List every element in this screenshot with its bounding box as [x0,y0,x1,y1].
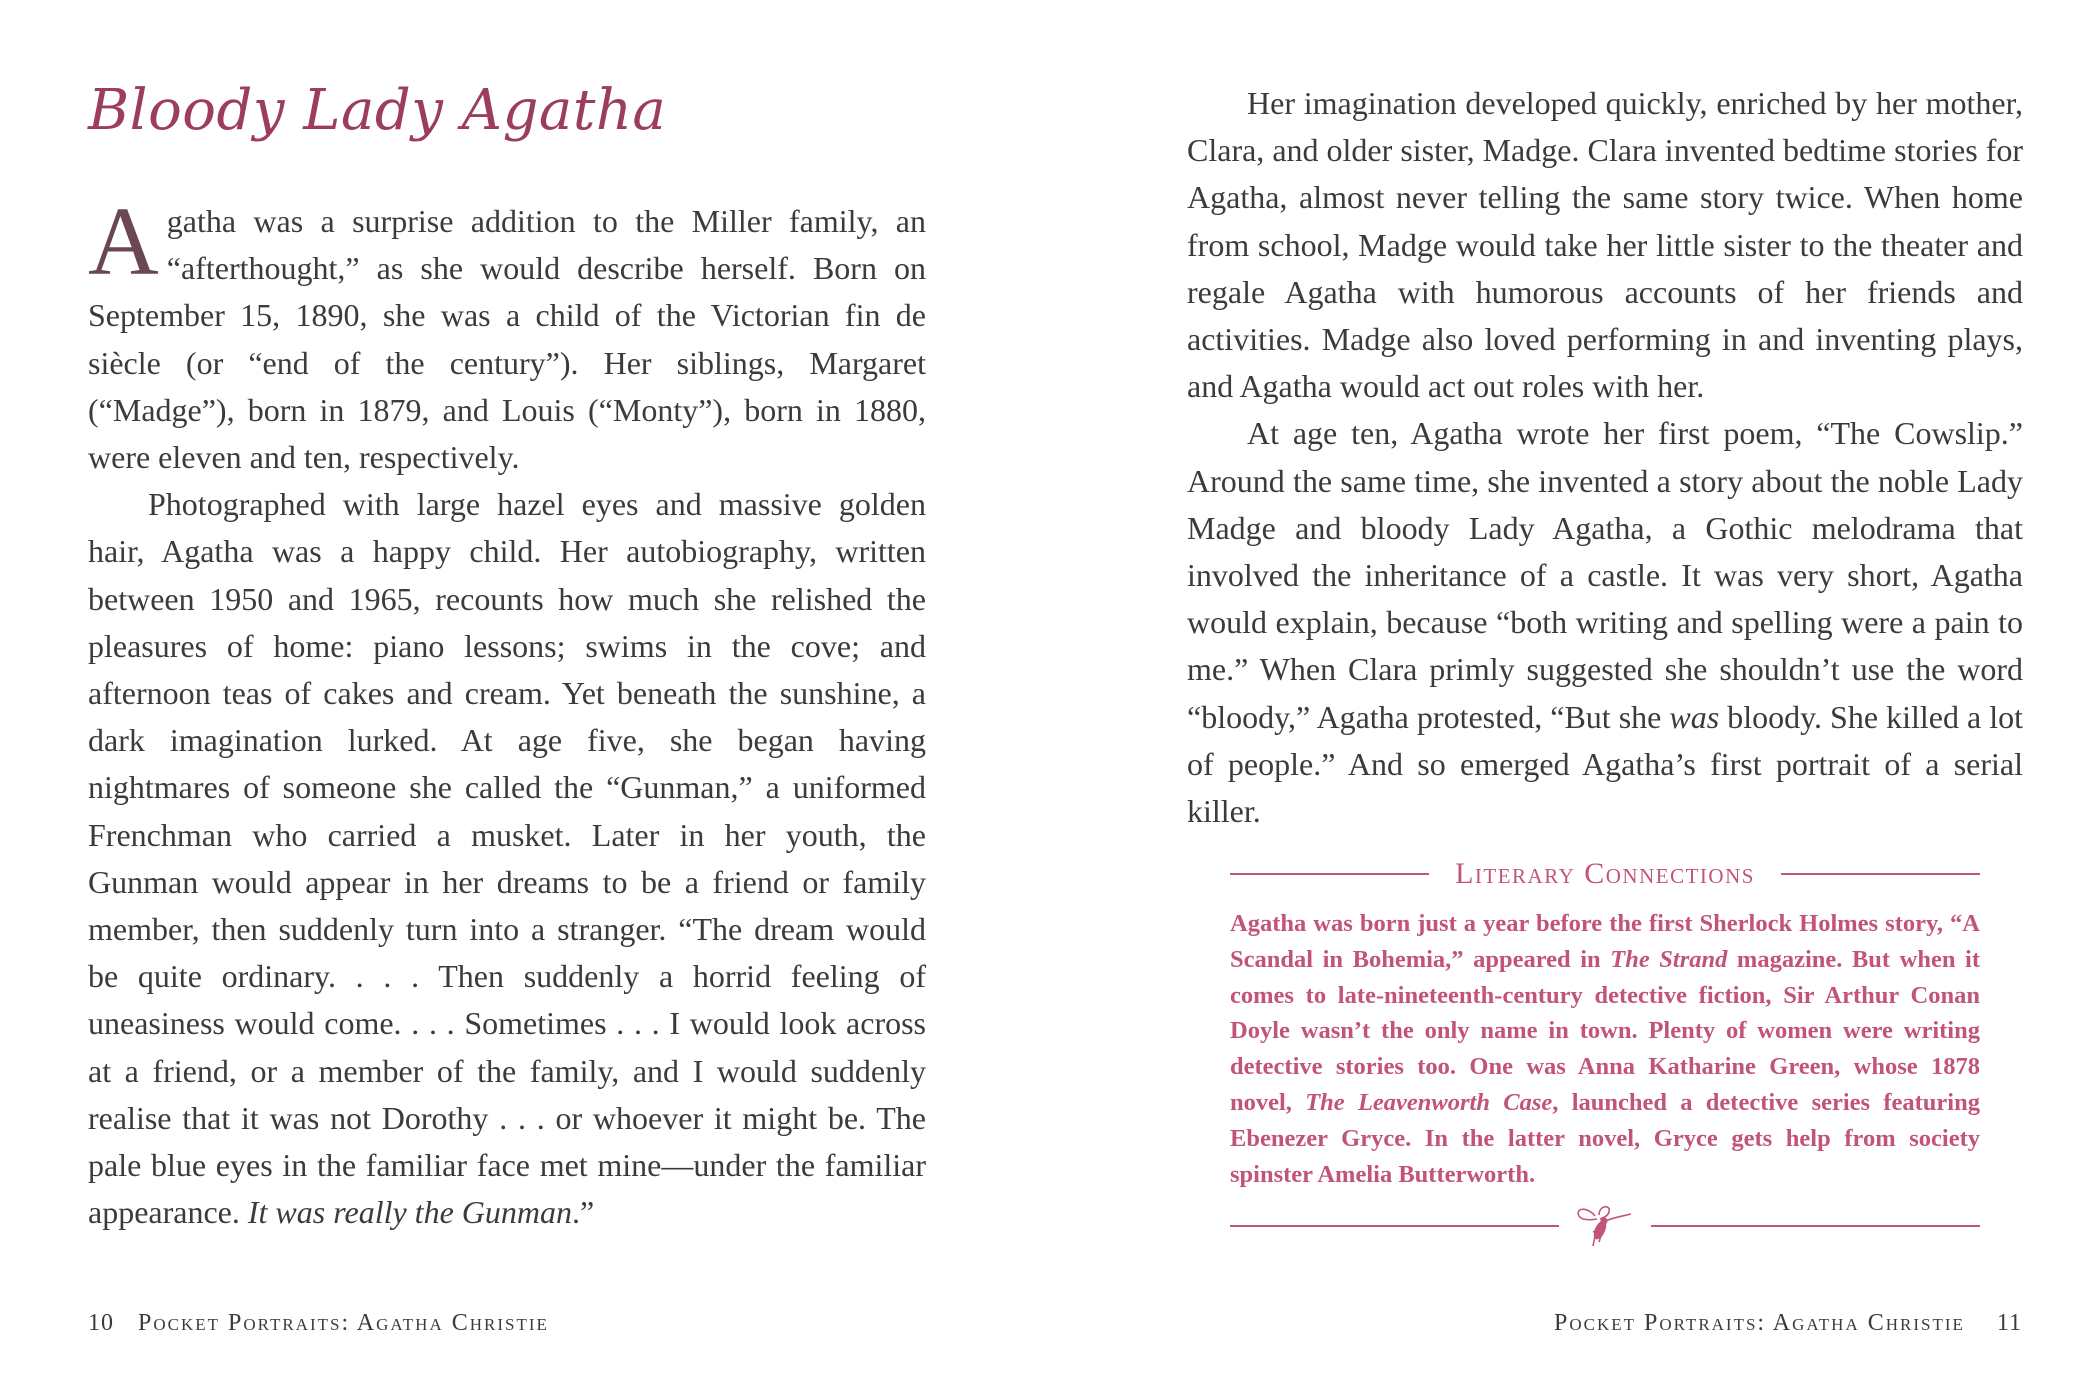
right-body-text [1187,80,2023,835]
sidebar-text-2: magazine. But when it comes to late-nineteenth-century detective fiction, Sir Arthur Conan Doyle wasn’t the only name in town. Plenty of women were writing detective stories too. One was Anna Katharine Green, whose 1878 novel, [1230,945,1980,1116]
drop-cap: A [88,188,159,296]
sidebar-header [1230,852,1980,896]
paragraph-4 [1187,410,2023,835]
paragraph-2 [88,481,926,1236]
paragraph-2-end: .” [571,1194,595,1231]
page-number-right: 11 [1996,1310,2022,1336]
chapter-title: Bloody Lady Agatha [88,78,667,143]
sidebar-footer [1230,1202,1980,1250]
paragraph-1 [88,188,926,481]
bee-icon [1559,1202,1651,1250]
paragraph-2-text: Photographed with large hazel eyes and massive golden hair, Agatha was a happy child. Her autobiography, written between 1950 and 1965, recounts how much she relished the pleasures of home: piano lessons; swims in the cove; and afternoon teas of cakes and cream. Yet beneath the sunshine, a dark imagination lurked. At age five, she began having nightmares of someone she called the “Gunman,” a uniformed Frenchman who carried a musket. Later in her youth, the Gunman would appear in her dreams to be a friend or family member, then suddenly turn into a stranger. “The dream would be quite ordinary. . . . Then suddenly a horrid feeling of uneasiness would come. . . . Sometimes . . . I would look across at a friend, or a member of the family, and I would suddenly realise that it was not Dorothy . . . or whoever it might be. The pale blue eyes in the familiar face met mine—under the familiar appearance. [88,486,926,1231]
sidebar-italic-1: The Strand [1610,945,1728,973]
bee-ornament-svg [1573,1202,1637,1250]
literary-connections-sidebar [1230,852,1980,1250]
sidebar-rule-right [1781,873,1980,875]
sidebar-footer-rule-left [1230,1225,1559,1227]
paragraph-4-text-a: At age ten, Agatha wrote her first poem, “The Cowslip.” Around the same time, she invented a story about the noble Lady Madge and bloody Lady Agatha, a Gothic melodrama that involved the inheritance of a castle. It was very short, Agatha would explain, because “both writing and spelling were a pain to me.” When Clara primly suggested she shouldn’t use the word “bloody,” Agatha protested, “But she [1187,415,2023,735]
paragraph-1-text: gatha was a surprise addition to the Miller family, an “afterthought,” as she would describe herself. Born on September 15, 1890, she was a child of the Victorian fin de siècle (or “end of the century”). Her siblings, Margaret (“Madge”), born in 1879, and Louis (“Monty”), born in 1880, were eleven and ten, respectively. [88,203,926,476]
sidebar-italic-2: The Leavenworth Case [1305,1088,1553,1116]
paragraph-2-italic: It was really the Gunman [247,1194,572,1231]
sidebar-text-3: , launched a detective series featuring Ebenezer Gryce. In the latter novel, Gryce gets help from society spinster Amelia Butterworth. [1230,1088,1980,1188]
paragraph-4-italic: was [1669,698,1720,735]
sidebar-rule-left [1230,873,1429,875]
running-head-right: Pocket Portraits: Agatha Christie [1553,1310,1965,1336]
sidebar-body [1230,906,1980,1192]
paragraph-4-text-b: bloody. She killed a lot of people.” And so emerged Agatha’s first portrait of a serial killer. [1187,698,2023,830]
paragraph-3: Her imagination developed quickly, enriched by her mother, Clara, and older sister, Madge. Clara invented bedtime stories for Agatha, almost never telling the same story twice. When home from school, Madge would take her little sister to the theater and regale Agatha with humorous accounts of her friends and activities. Madge also loved performing in and inventing plays, and Agatha would act out roles with her. [1187,85,2023,405]
sidebar-title: Literary Connections [1455,857,1755,890]
left-footer [88,1310,549,1337]
sidebar-footer-rule-right [1651,1225,1980,1227]
sidebar-text-1: Agatha was born just a year before the first Sherlock Holmes story, “A Scandal in Bohemia,” appeared in [1230,910,1980,973]
right-footer [1554,1310,2022,1337]
running-head-left: Pocket Portraits: Agatha Christie [138,1310,549,1336]
left-body-text [88,188,926,1236]
page-number-left: 10 [88,1310,114,1336]
